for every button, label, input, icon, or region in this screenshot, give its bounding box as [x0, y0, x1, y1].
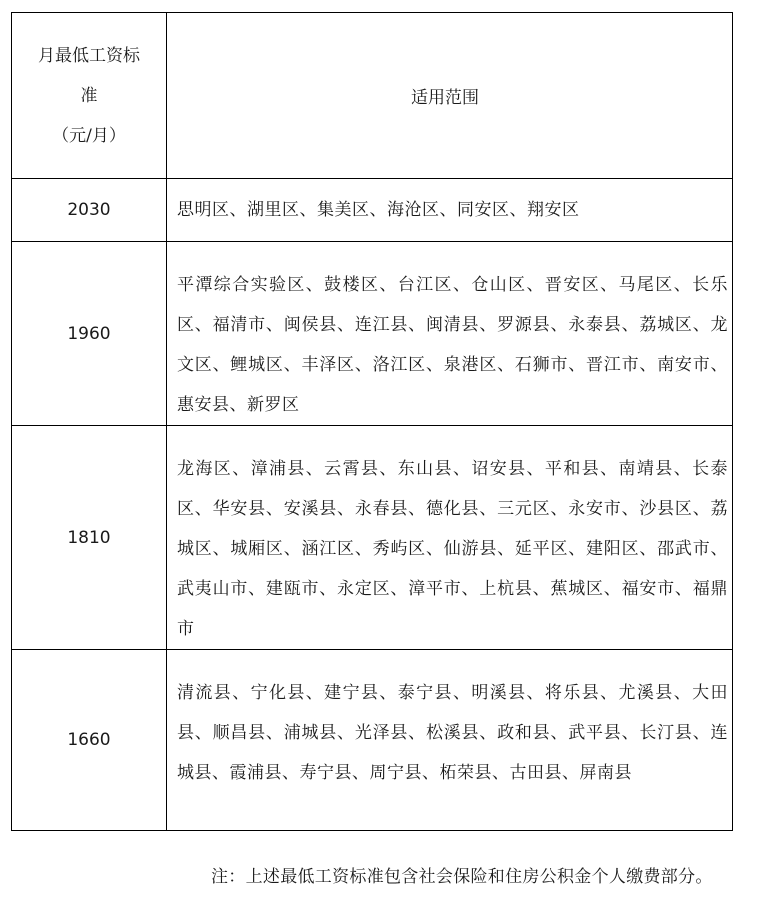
table-row	[12, 426, 733, 650]
wage-value: 1960	[12, 242, 167, 426]
header-applicable-scope: 适用范围	[167, 13, 733, 179]
scope-list: 龙海区、漳浦县、云霄县、东山县、诏安县、平和县、南靖县、长泰区、华安县、安溪县、永春县、德化县、三元区、永安市、沙县区、荔城区、城厢区、涵江区、秀屿区、仙游县、延平区、建阳区、邵武市、武夷山市、建瓯市、永定区、漳平市、上杭县、蕉城区、福安市、福鼎市	[167, 426, 733, 650]
scope-list: 思明区、湖里区、集美区、海沧区、同安区、翔安区	[167, 179, 733, 242]
header-wage-standard	[12, 13, 167, 179]
header-wage-line-2: 准	[80, 85, 98, 106]
wage-value: 2030	[12, 179, 167, 242]
table-header-row	[12, 13, 733, 179]
wage-value: 1810	[12, 426, 167, 650]
scope-list: 清流县、宁化县、建宁县、泰宁县、明溪县、将乐县、尤溪县、大田县、顺昌县、浦城县、光泽县、松溪县、政和县、武平县、长汀县、连城县、霞浦县、寿宁县、周宁县、柘荣县、古田县、屏南县	[167, 650, 733, 831]
header-wage-unit: （元/月）	[52, 125, 126, 146]
minimum-wage-table	[11, 12, 733, 831]
footnote: 注：上述最低工资标准包含社会保险和住房公积金个人缴费部分。	[211, 867, 713, 887]
table-row	[12, 242, 733, 426]
table-row	[12, 179, 733, 242]
table-row	[12, 650, 733, 831]
scope-list: 平潭综合实验区、鼓楼区、台江区、仓山区、晋安区、马尾区、长乐区、福清市、闽侯县、连江县、闽清县、罗源县、永泰县、荔城区、龙文区、鲤城区、丰泽区、洛江区、泉港区、石狮市、晋江市、南安市、惠安县、新罗区	[167, 242, 733, 426]
header-wage-line-1: 月最低工资标	[38, 45, 140, 66]
wage-value: 1660	[12, 650, 167, 831]
